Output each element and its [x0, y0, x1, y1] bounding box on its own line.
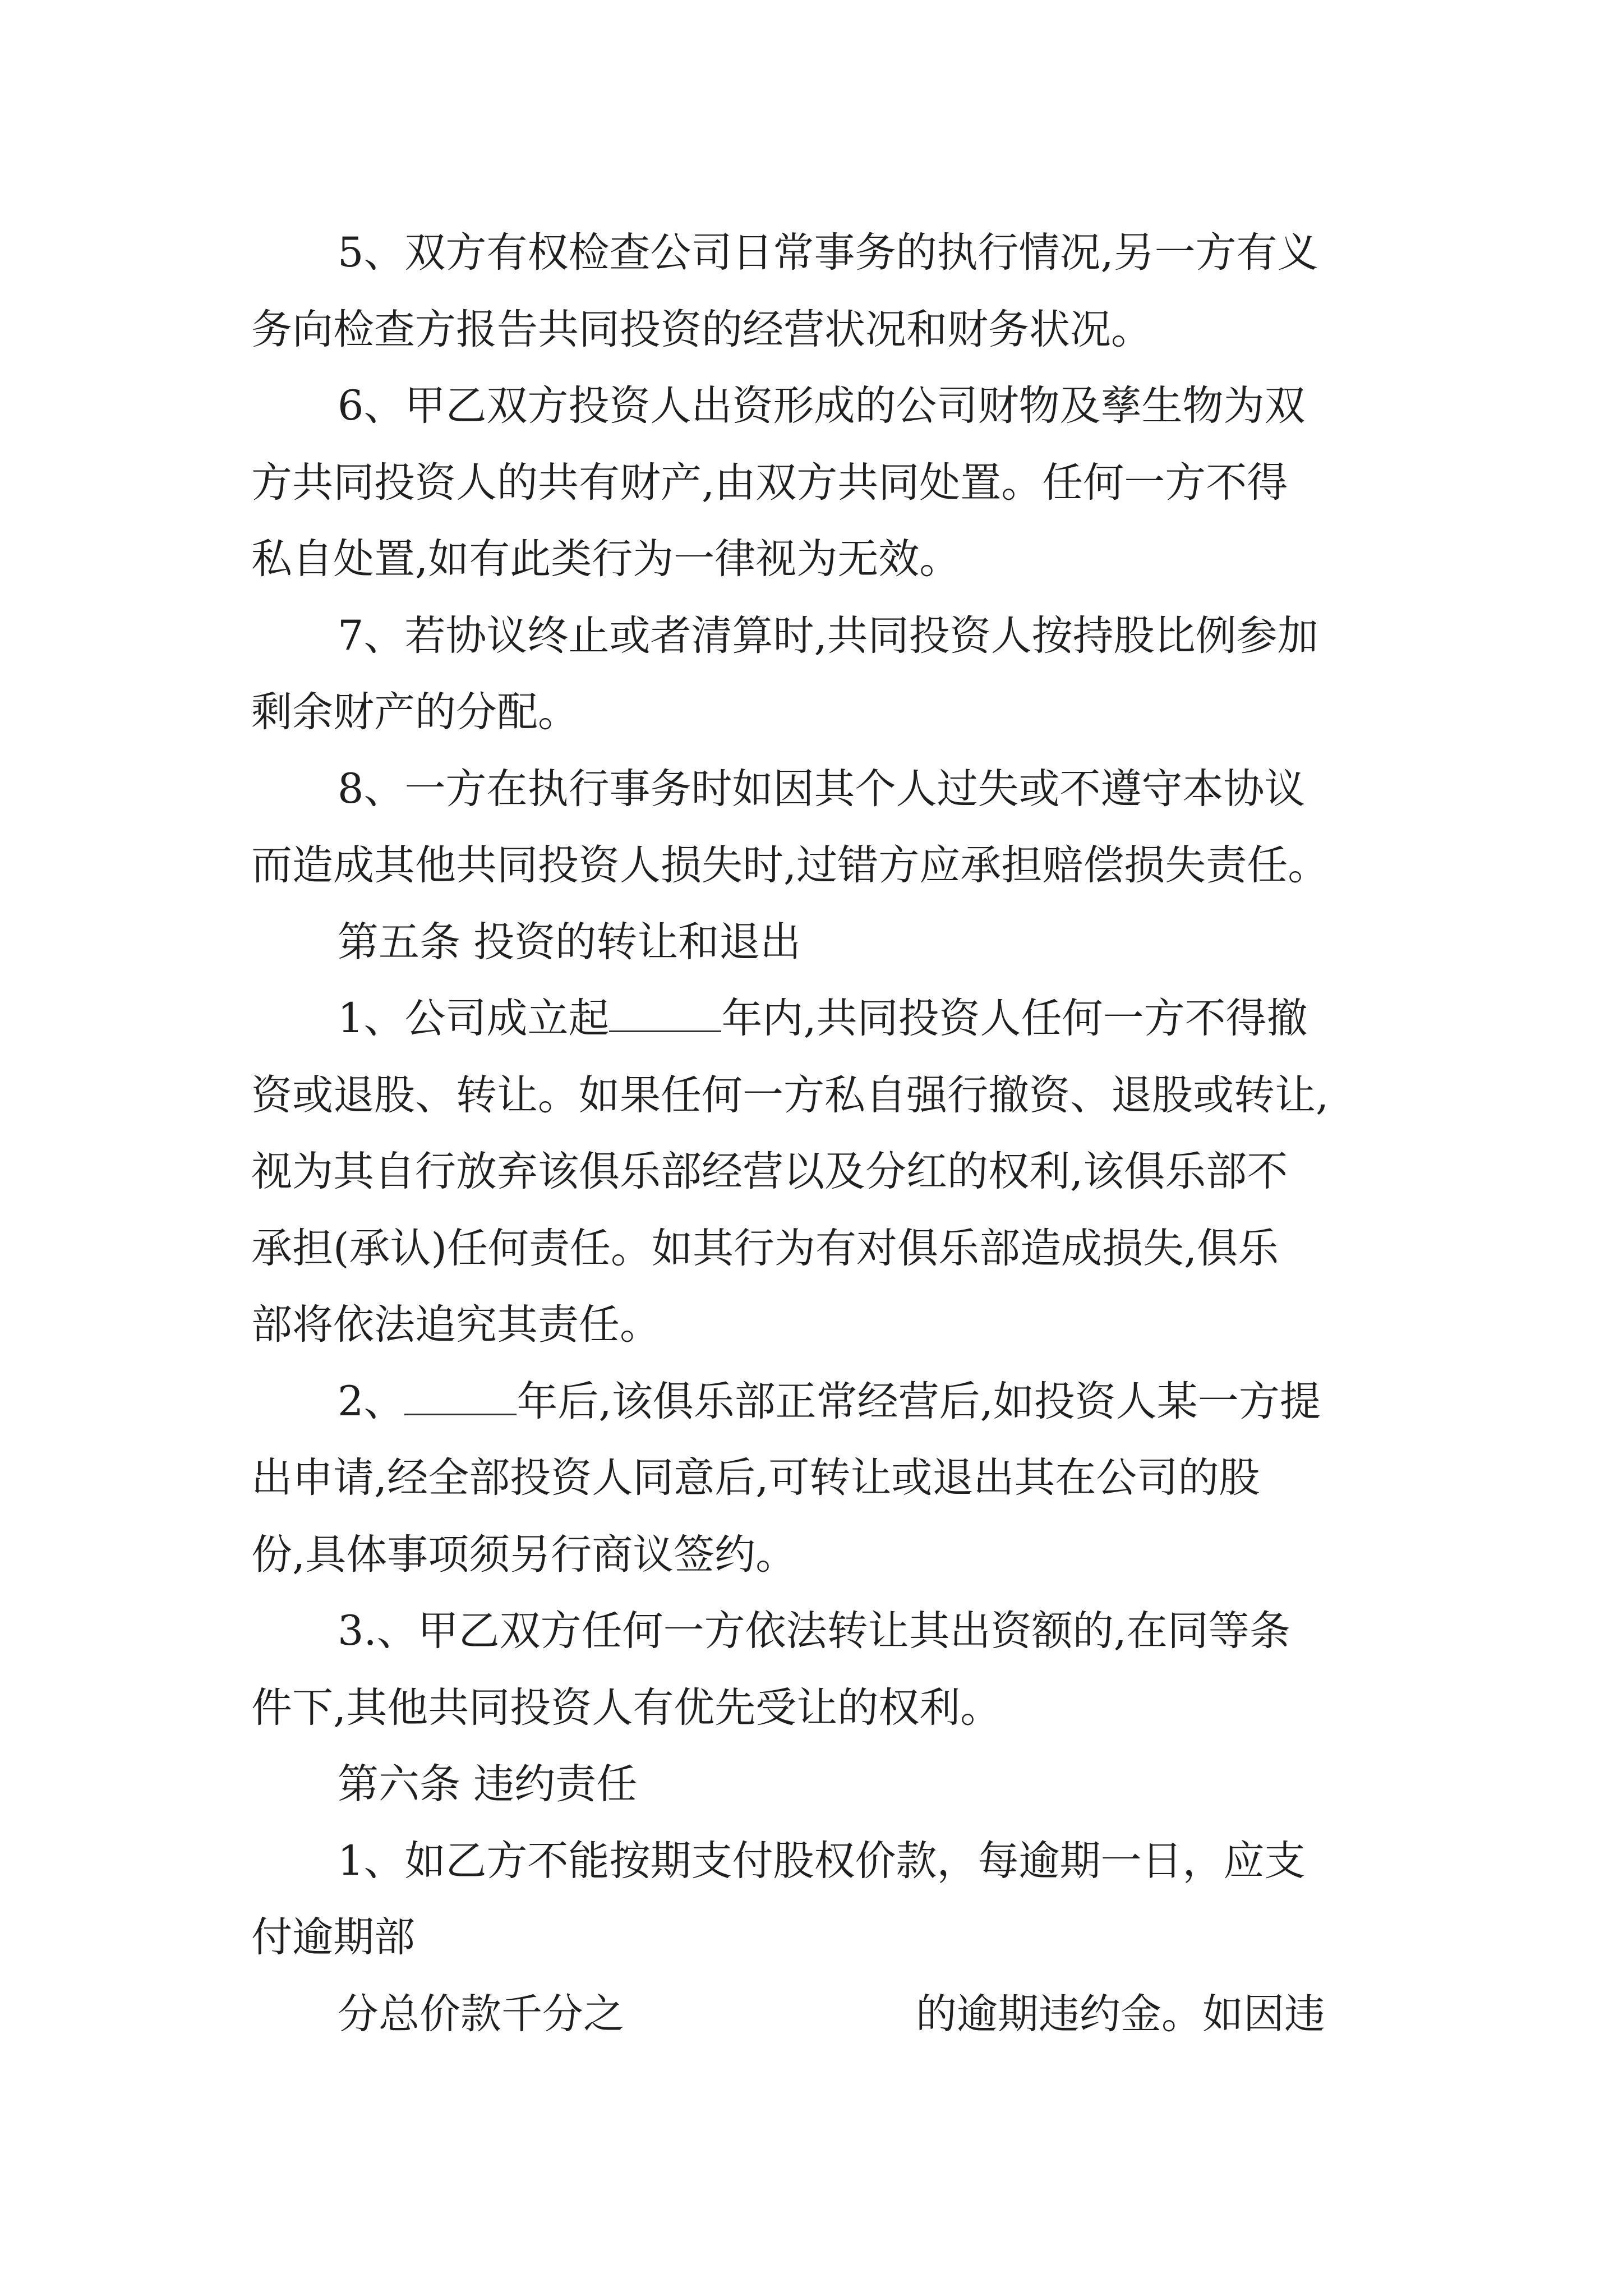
article-5-heading: 第五条 投资的转让和退出: [338, 918, 801, 966]
paragraph-7-line-1: 7、若协议终止或者清算时,共同投资人按持股比例参加: [338, 611, 1318, 660]
article-6-item-1-line-2: 付逾期部: [251, 1913, 415, 1961]
paragraph-6-line-3: 私自处置,如有此类行为一律视为无效。: [251, 535, 961, 583]
article-5-item-1-line-3: 视为其自行放弃该俱乐部经营以及分红的权利,该俱乐部不: [251, 1148, 1288, 1195]
article-6-item-1-line-1: 1、如乙方不能按期支付股权价款，每逾期一日，应支: [338, 1837, 1306, 1885]
paragraph-8-line-2: 而造成其他共同投资人损失时,过错方应承担赔偿损失责任。: [251, 841, 1329, 889]
article-5-item-1-line-1: [251, 981, 1378, 1057]
paragraph-8-line-1: 8、一方在执行事务时如因其个人过失或不遵守本协议: [338, 765, 1306, 813]
article-5-item-2-line-2: 出申请,经全部投资人同意后,可转让或退出其在公司的股: [251, 1454, 1260, 1502]
article-5-item-3-line-2: 件下,其他共同投资人有优先受让的权利。: [251, 1683, 1002, 1732]
paragraph-6-line-2: 方共同投资人的共有财产,由双方共同处置。任何一方不得: [251, 458, 1288, 507]
article-5-item-3-line-1: 3.、甲乙双方任何一方依法转让其出资额的,在同等条: [338, 1607, 1290, 1655]
article-6-item-1-text-b: 的逾期违约金。如因违: [916, 1990, 1325, 2038]
article-5-item-2-line-3: 份,具体事项须另行商议签约。: [251, 1530, 797, 1579]
article-5-item-1-text-b: 年内,共同投资人任何一方不得撤: [721, 995, 1308, 1042]
document-body: [251, 215, 1378, 2053]
article-5-item-1-line-2: 资或退股、转让。如果任何一方私自强行撤资、退股或转让,: [251, 1071, 1329, 1119]
article-6-item-1-text-a: 分总价款千分之: [338, 1990, 624, 2038]
article-5-item-1-text-a: 1、公司成立起: [338, 995, 610, 1042]
fill-blank-years: [609, 995, 721, 1032]
paragraph-5-line-2: 务向检查方报告共同投资的经营状况和财务状况。: [251, 305, 1152, 353]
article-5-item-1-line-5: 部将依法追究其责任。: [251, 1301, 661, 1349]
fill-blank-years-2: [404, 1378, 517, 1415]
article-5-item-2-text-a: 2、: [338, 1377, 405, 1425]
article-6-heading: 第六条 违约责任: [338, 1760, 638, 1808]
article-5-item-2-text-b: 年后,该俱乐部正常经营后,如投资人某一方提: [517, 1377, 1321, 1425]
article-5-item-1-line-4: 承担(承认)任何责任。如其行为有对俱乐部造成损失,俱乐: [251, 1224, 1279, 1272]
article-6-item-1-line-3: [251, 1976, 1378, 2053]
paragraph-6-line-1: 6、甲乙双方投资人出资形成的公司财物及孳生物为双: [338, 382, 1306, 430]
article-5-item-2-line-1: [251, 1364, 1378, 1441]
paragraph-5-line-1: 5、双方有权检查公司日常事务的执行情况,另一方有义: [338, 229, 1318, 277]
paragraph-7-line-2: 剩余财产的分配。: [251, 688, 579, 736]
